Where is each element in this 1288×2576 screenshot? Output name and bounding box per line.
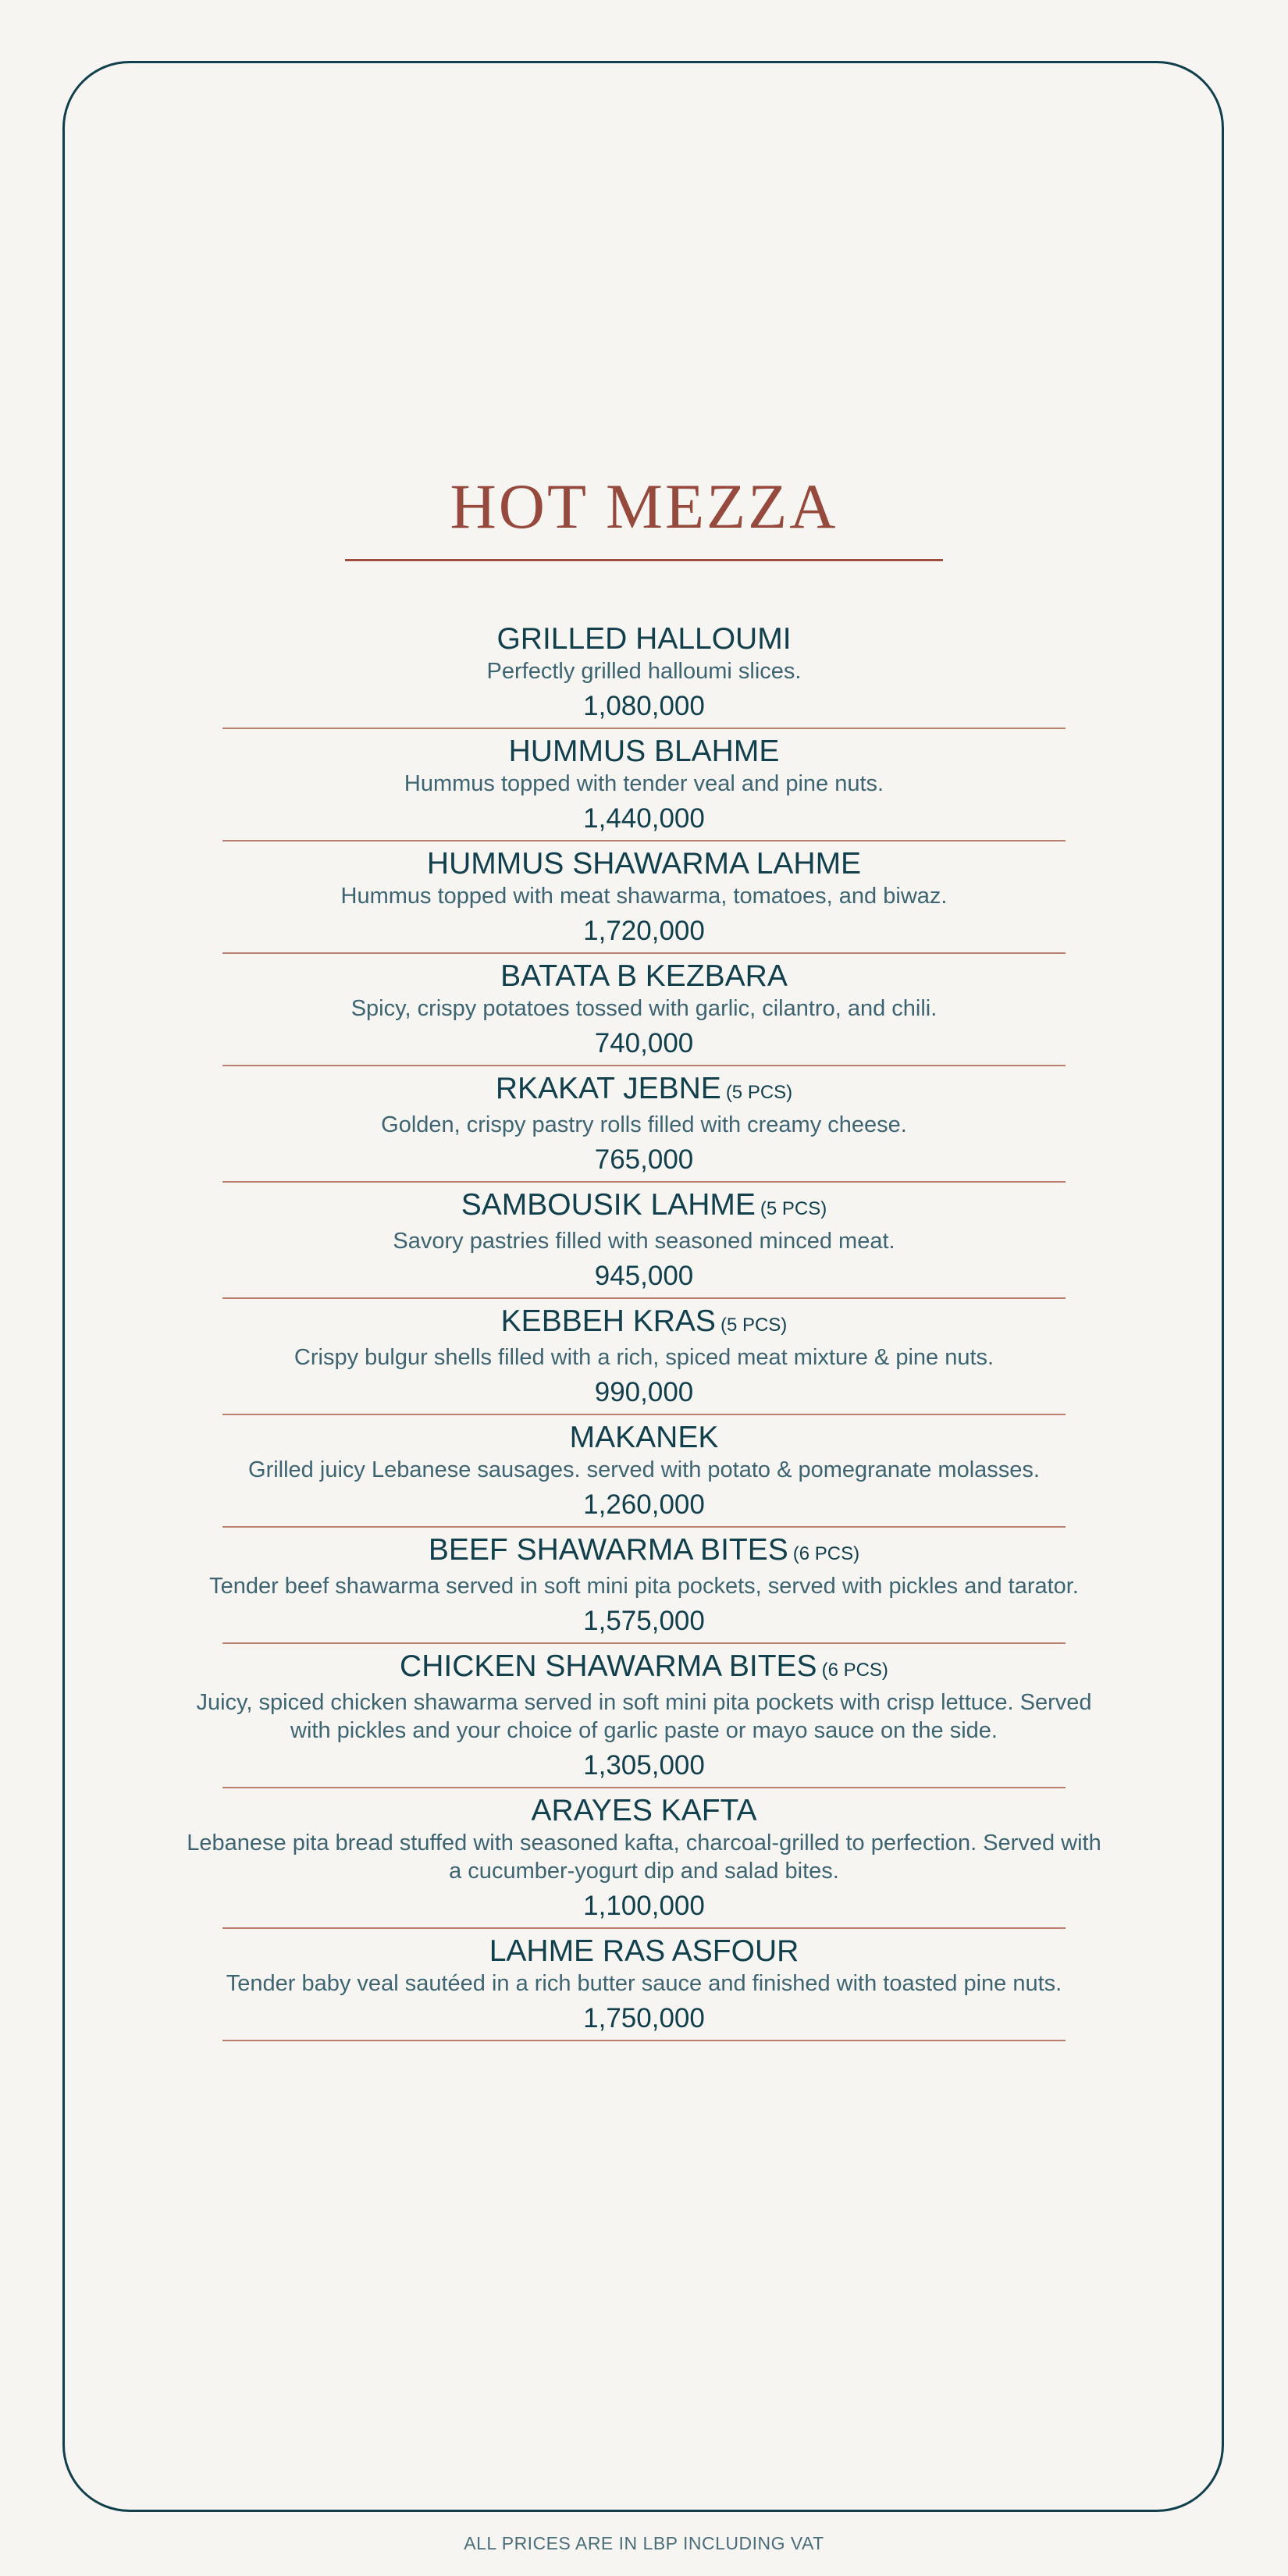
menu-item: [0, 1649, 1288, 1788]
menu-item-name-text: BATATA B KEZBARA: [500, 959, 788, 993]
menu-item: [0, 621, 1288, 729]
menu-item-name-text: MAKANEK: [569, 1421, 719, 1454]
menu-item-name-text: BEEF SHAWARMA BITES: [428, 1533, 788, 1567]
menu-item-name: [0, 621, 1288, 657]
menu-item-price: 1,305,000: [583, 1750, 705, 1781]
menu-item-description: Spicy, crispy potatoes tossed with garlic, cilantro, and chili.: [350, 996, 938, 1021]
menu-item-name-text: HUMMUS SHAWARMA LAHME: [426, 847, 862, 881]
menu-item-name-text: ARAYES KAFTA: [531, 1794, 757, 1827]
menu-item-divider: [222, 1642, 1066, 1644]
menu-item-description: Perfectly grilled halloumi slices.: [486, 659, 802, 684]
menu-item-name: [0, 846, 1288, 882]
menu-item-name: [0, 1934, 1288, 1969]
menu-item-price: 1,260,000: [583, 1489, 705, 1520]
menu-item-divider: [222, 1065, 1066, 1066]
menu-item: [0, 959, 1288, 1066]
menu-item: [0, 1934, 1288, 2041]
menu-item-name: [0, 1071, 1288, 1111]
menu-item-name: [0, 1649, 1288, 1688]
price-footnote: ALL PRICES ARE IN LBP INCLUDING VAT: [464, 2533, 824, 2553]
menu-item-description: Hummus topped with tender veal and pine nuts.: [404, 771, 884, 796]
menu-item-divider: [222, 840, 1066, 841]
menu-item-piece-count: (5 PCS): [720, 1315, 788, 1336]
menu-item: [0, 1187, 1288, 1299]
menu-item-price: 765,000: [594, 1144, 694, 1175]
menu-item-divider: [222, 1297, 1066, 1299]
menu-item-piece-count: (5 PCS): [725, 1082, 793, 1103]
menu-item-price: 1,080,000: [583, 691, 705, 721]
menu-item-description: Savory pastries filled with seasoned minced meat.: [393, 1229, 895, 1254]
menu-item-price: 1,575,000: [583, 1606, 705, 1636]
menu-item-name-text: LAHME RAS ASFOUR: [489, 1934, 799, 1968]
menu-item-name: [0, 1420, 1288, 1456]
menu-item-divider: [222, 1414, 1066, 1415]
menu-item: [0, 734, 1288, 841]
menu-item-divider: [222, 1787, 1066, 1788]
menu-item-divider: [222, 1526, 1066, 1528]
menu-item-description: Crispy bulgur shells filled with a rich, spiced meat mixture & pine nuts.: [294, 1345, 994, 1370]
menu-item-name: [0, 1532, 1288, 1572]
menu-item-price: 1,100,000: [583, 1891, 705, 1921]
menu-item-name-text: CHICKEN SHAWARMA BITES: [400, 1649, 817, 1683]
menu-section-title: HOT MEZZA: [450, 471, 838, 542]
menu-item: [0, 846, 1288, 954]
menu-item: [0, 1071, 1288, 1183]
menu-item-divider: [222, 1181, 1066, 1183]
menu-item-name: [0, 1304, 1288, 1343]
menu-item-price: 1,720,000: [583, 916, 705, 946]
menu-item-description: Golden, crispy pastry rolls filled with creamy cheese.: [381, 1112, 907, 1137]
menu-item-divider: [222, 1927, 1066, 1929]
menu-item-divider: [222, 952, 1066, 954]
menu-item-name-text: RKAKAT JEBNE: [495, 1072, 721, 1105]
menu-item-piece-count: (6 PCS): [792, 1543, 860, 1564]
menu-item-name: [0, 734, 1288, 770]
menu-item-price: 945,000: [594, 1261, 694, 1291]
menu-item-price: 740,000: [594, 1028, 694, 1059]
menu-item-price: 1,750,000: [583, 2003, 705, 2033]
menu-item-name: [0, 1187, 1288, 1227]
menu-item-description: Juicy, spiced chicken shawarma served in soft mini pita pockets with crisp lettuce. Served with pickles and your choice of garlic paste or mayo sauce on the side.: [196, 1690, 1092, 1743]
menu-item-divider: [222, 728, 1066, 729]
menu-item-list: [0, 617, 1288, 2041]
menu-item-name: [0, 959, 1288, 994]
menu-item-piece-count: (5 PCS): [760, 1198, 827, 1219]
menu-item: [0, 1304, 1288, 1415]
menu-item: [0, 1532, 1288, 1644]
menu-item-name-text: HUMMUS BLAHME: [508, 735, 780, 768]
menu-item-price: 1,440,000: [583, 803, 705, 834]
menu-item-name: [0, 1793, 1288, 1829]
menu-item: [0, 1793, 1288, 1929]
menu-item-price: 990,000: [594, 1377, 694, 1407]
menu-item-description: Hummus topped with meat shawarma, tomatoes, and biwaz.: [340, 884, 948, 909]
menu-item-description: Lebanese pita bread stuffed with seasoned kafta, charcoal-grilled to perfection. Served with a cucumber-yogurt dip and salad bites.: [187, 1831, 1101, 1884]
menu-item-divider: [222, 2040, 1066, 2041]
menu-item-name-text: GRILLED HALLOUMI: [496, 622, 792, 656]
menu-item-name-text: SAMBOUSIK LAHME: [461, 1188, 756, 1222]
title-underline: [345, 559, 943, 561]
menu-item-piece-count: (6 PCS): [821, 1660, 888, 1681]
menu-item-name-text: KEBBEH KRAS: [500, 1304, 716, 1338]
menu-item-description: Tender baby veal sautéed in a rich butter sauce and finished with toasted pine nuts.: [226, 1971, 1062, 1996]
menu-item: [0, 1420, 1288, 1528]
menu-item-description: Grilled juicy Lebanese sausages. served with potato & pomegranate molasses.: [248, 1457, 1040, 1482]
menu-item-description: Tender beef shawarma served in soft mini pita pockets, served with pickles and tarator.: [209, 1574, 1079, 1599]
